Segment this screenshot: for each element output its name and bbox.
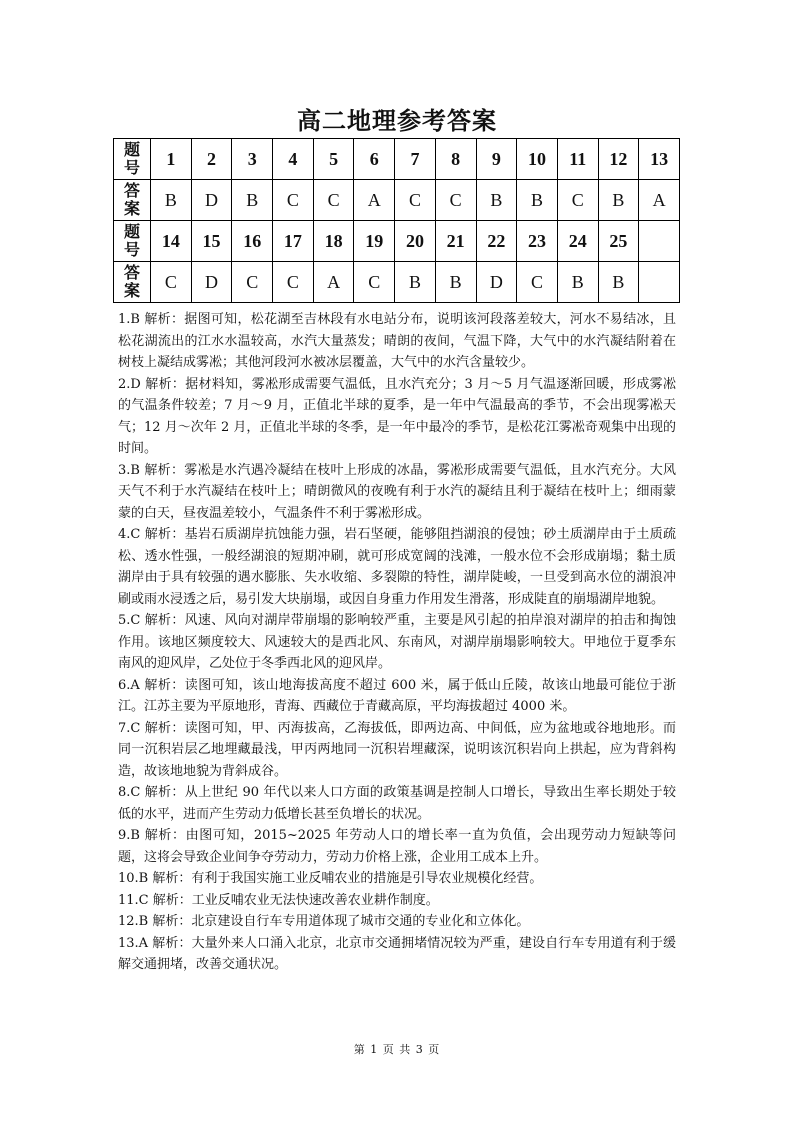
answer-letter: C — [395, 180, 436, 221]
answer-letter: C — [517, 262, 558, 303]
answer-letter: A — [639, 180, 680, 221]
answer-letter: B — [517, 180, 558, 221]
question-number: 10 — [517, 139, 558, 180]
explanation-item: 2.D 解析：据材料知，雾凇形成需要气温低，且水汽充分；3 月～5 月气温逐渐回暖，形成雾凇的气温条件较差；7 月～9 月，正值北半球的夏季，是一年中气温最高的季节，不会出现雾凇天气；12 月～次年 2 月，正值北半球的冬季，是一年中最冷的季节，是松花江雾凇奇观集中出现的时间。 — [118, 376, 676, 456]
question-number: 17 — [273, 221, 314, 262]
question-number: 19 — [354, 221, 395, 262]
answer-letter: D — [191, 180, 232, 221]
answer-letter: C — [313, 180, 354, 221]
page-title: 高二地理参考答案 — [297, 107, 497, 135]
answer-letter — [639, 262, 680, 303]
explanation-item: 4.C 解析：基岩石质湖岸抗蚀能力强，岩石坚硬，能够阻挡湖浪的侵蚀；砂土质湖岸由于土质疏松、透水性强，一般经湖浪的短期冲刷，就可形成宽阔的浅滩，一般水位不会形成崩塌；黏土质湖岸由于具有较强的遇水膨胀、失水收缩、多裂隙的特性，湖岸陡峻，一旦受到高水位的湖浪冲刷或雨水浸透之后，易引发大块崩塌，或因自身重力作用发生滑落，形成陡直的崩塌湖岸地貌。 — [118, 527, 676, 607]
answer-letter: B — [598, 180, 639, 221]
question-number: 20 — [395, 221, 436, 262]
answer-letter: C — [354, 262, 395, 303]
question-number: 7 — [395, 139, 436, 180]
answer-letter: B — [395, 262, 436, 303]
question-number: 5 — [313, 139, 354, 180]
question-number: 6 — [354, 139, 395, 180]
question-number-label: 题 号 — [114, 139, 151, 180]
question-number: 14 — [151, 221, 192, 262]
answer-letter: B — [476, 180, 517, 221]
answer-letter: B — [151, 180, 192, 221]
explanation-item: 6.A 解析：读图可知，该山地海拔高度不超过 600 米，属于低山丘陵，故该山地最可能位于浙江。江苏主要为平原地形，青海、西藏位于青藏高原，平均海拔超过 4000 米。 — [118, 677, 676, 714]
question-number: 11 — [557, 139, 598, 180]
number-row — [114, 139, 680, 180]
answer-letter: C — [273, 180, 314, 221]
question-number: 3 — [232, 139, 273, 180]
explanation-item: 13.A 解析：大量外来人口涌入北京，北京市交通拥堵情况较为严重，建设自行车专用道有利于缓解交通拥堵，改善交通状况。 — [118, 935, 676, 972]
answer-letter: B — [435, 262, 476, 303]
question-number: 8 — [435, 139, 476, 180]
answer-letter: C — [232, 262, 273, 303]
answer-letter: B — [557, 262, 598, 303]
page-footer: 第 1 页 共 3 页 — [353, 1043, 441, 1056]
question-number: 25 — [598, 221, 639, 262]
answer-label: 答 案 — [114, 180, 151, 221]
answer-letter: A — [354, 180, 395, 221]
question-number: 12 — [598, 139, 639, 180]
answer-letter: B — [232, 180, 273, 221]
question-number: 4 — [273, 139, 314, 180]
explanation-item: 11.C 解析：工业反哺农业无法快速改善农业耕作制度。 — [118, 892, 439, 908]
explanation-item: 1.B 解析：据图可知，松花湖至吉林段有水电站分布，说明该河段落差较大，河水不易结冰，且松花湖流出的江水水温较高，水汽大量蒸发；晴朗的夜间，气温下降，大气中的水汽凝结附着在树枝上凝结成雾凇；其他河段河水被冰层覆盖，大气中的水汽含量较少。 — [118, 312, 676, 370]
question-number: 13 — [639, 139, 680, 180]
explanation-item: 12.B 解析：北京建设自行车专用道体现了城市交通的专业化和立体化。 — [118, 914, 530, 929]
explanations — [118, 309, 676, 976]
question-number: 24 — [557, 221, 598, 262]
answer-letter: C — [151, 262, 192, 303]
answer-label: 答 案 — [114, 262, 151, 303]
answer-letter: D — [191, 262, 232, 303]
answer-letter: A — [313, 262, 354, 303]
question-number: 1 — [151, 139, 192, 180]
question-number — [639, 221, 680, 262]
question-number: 2 — [191, 139, 232, 180]
answer-row — [114, 180, 680, 221]
number-row — [114, 221, 680, 262]
explanation-item: 3.B 解析：雾凇是水汽遇冷凝结在枝叶上形成的冰晶，雾凇形成需要气温低，且水汽充分。大风天气不利于水汽凝结在枝叶上；晴朗微风的夜晚有利于水汽的凝结且利于凝结在枝叶上；细雨蒙蒙的白天，昼夜温差较小，气温条件不利于雾凇形成。 — [118, 462, 676, 521]
question-number: 22 — [476, 221, 517, 262]
explanation-item: 7.C 解析：读图可知，甲、丙海拔高，乙海拔低，即两边高、中间低，应为盆地或谷地地形。而同一沉积岩层乙地埋藏最浅，甲丙两地同一沉积岩埋藏深，说明该沉积岩向上拱起，应为背斜构造，故该地地貌为背斜成谷。 — [118, 720, 676, 779]
answer-letter: C — [557, 180, 598, 221]
answer-letter: C — [273, 262, 314, 303]
question-number: 23 — [517, 221, 558, 262]
explanation-item: 5.C 解析：风速、风向对湖岸带崩塌的影响较严重，主要是风引起的拍岸浪对湖岸的拍击和掏蚀作用。该地区频度较大、风速较大的是西北风、东南风，对湖岸崩塌影响较大。甲地位于夏季东南风的迎风岸，乙处位于冬季西北风的迎风岸。 — [118, 613, 676, 671]
answer-letter: D — [476, 262, 517, 303]
explanation-item: 10.B 解析：有利于我国实施工业反哺农业的措施是引导农业规模化经营。 — [118, 871, 543, 886]
question-number: 18 — [313, 221, 354, 262]
question-number: 15 — [191, 221, 232, 262]
question-number: 21 — [435, 221, 476, 262]
question-number: 16 — [232, 221, 273, 262]
answer-letter: C — [435, 180, 476, 221]
answer-row — [114, 262, 680, 303]
explanation-item: 9.B 解析：由图可知，2015~2025 年劳动人口的增长率一直为负值，会出现劳动力短缺等问题，这将会导致企业间争夺劳动力，劳动力价格上涨，企业用工成本上升。 — [118, 828, 676, 865]
answer-letter: B — [598, 262, 639, 303]
question-number: 9 — [476, 139, 517, 180]
answer-table — [113, 138, 680, 303]
explanation-item: 8.C 解析：从上世纪 90 年代以来人口方面的政策基调是控制人口增长，导致出生率长期处于较低的水平，进而产生劳动力低增长甚至负增长的状况。 — [118, 785, 676, 822]
question-number-label: 题 号 — [114, 221, 151, 262]
